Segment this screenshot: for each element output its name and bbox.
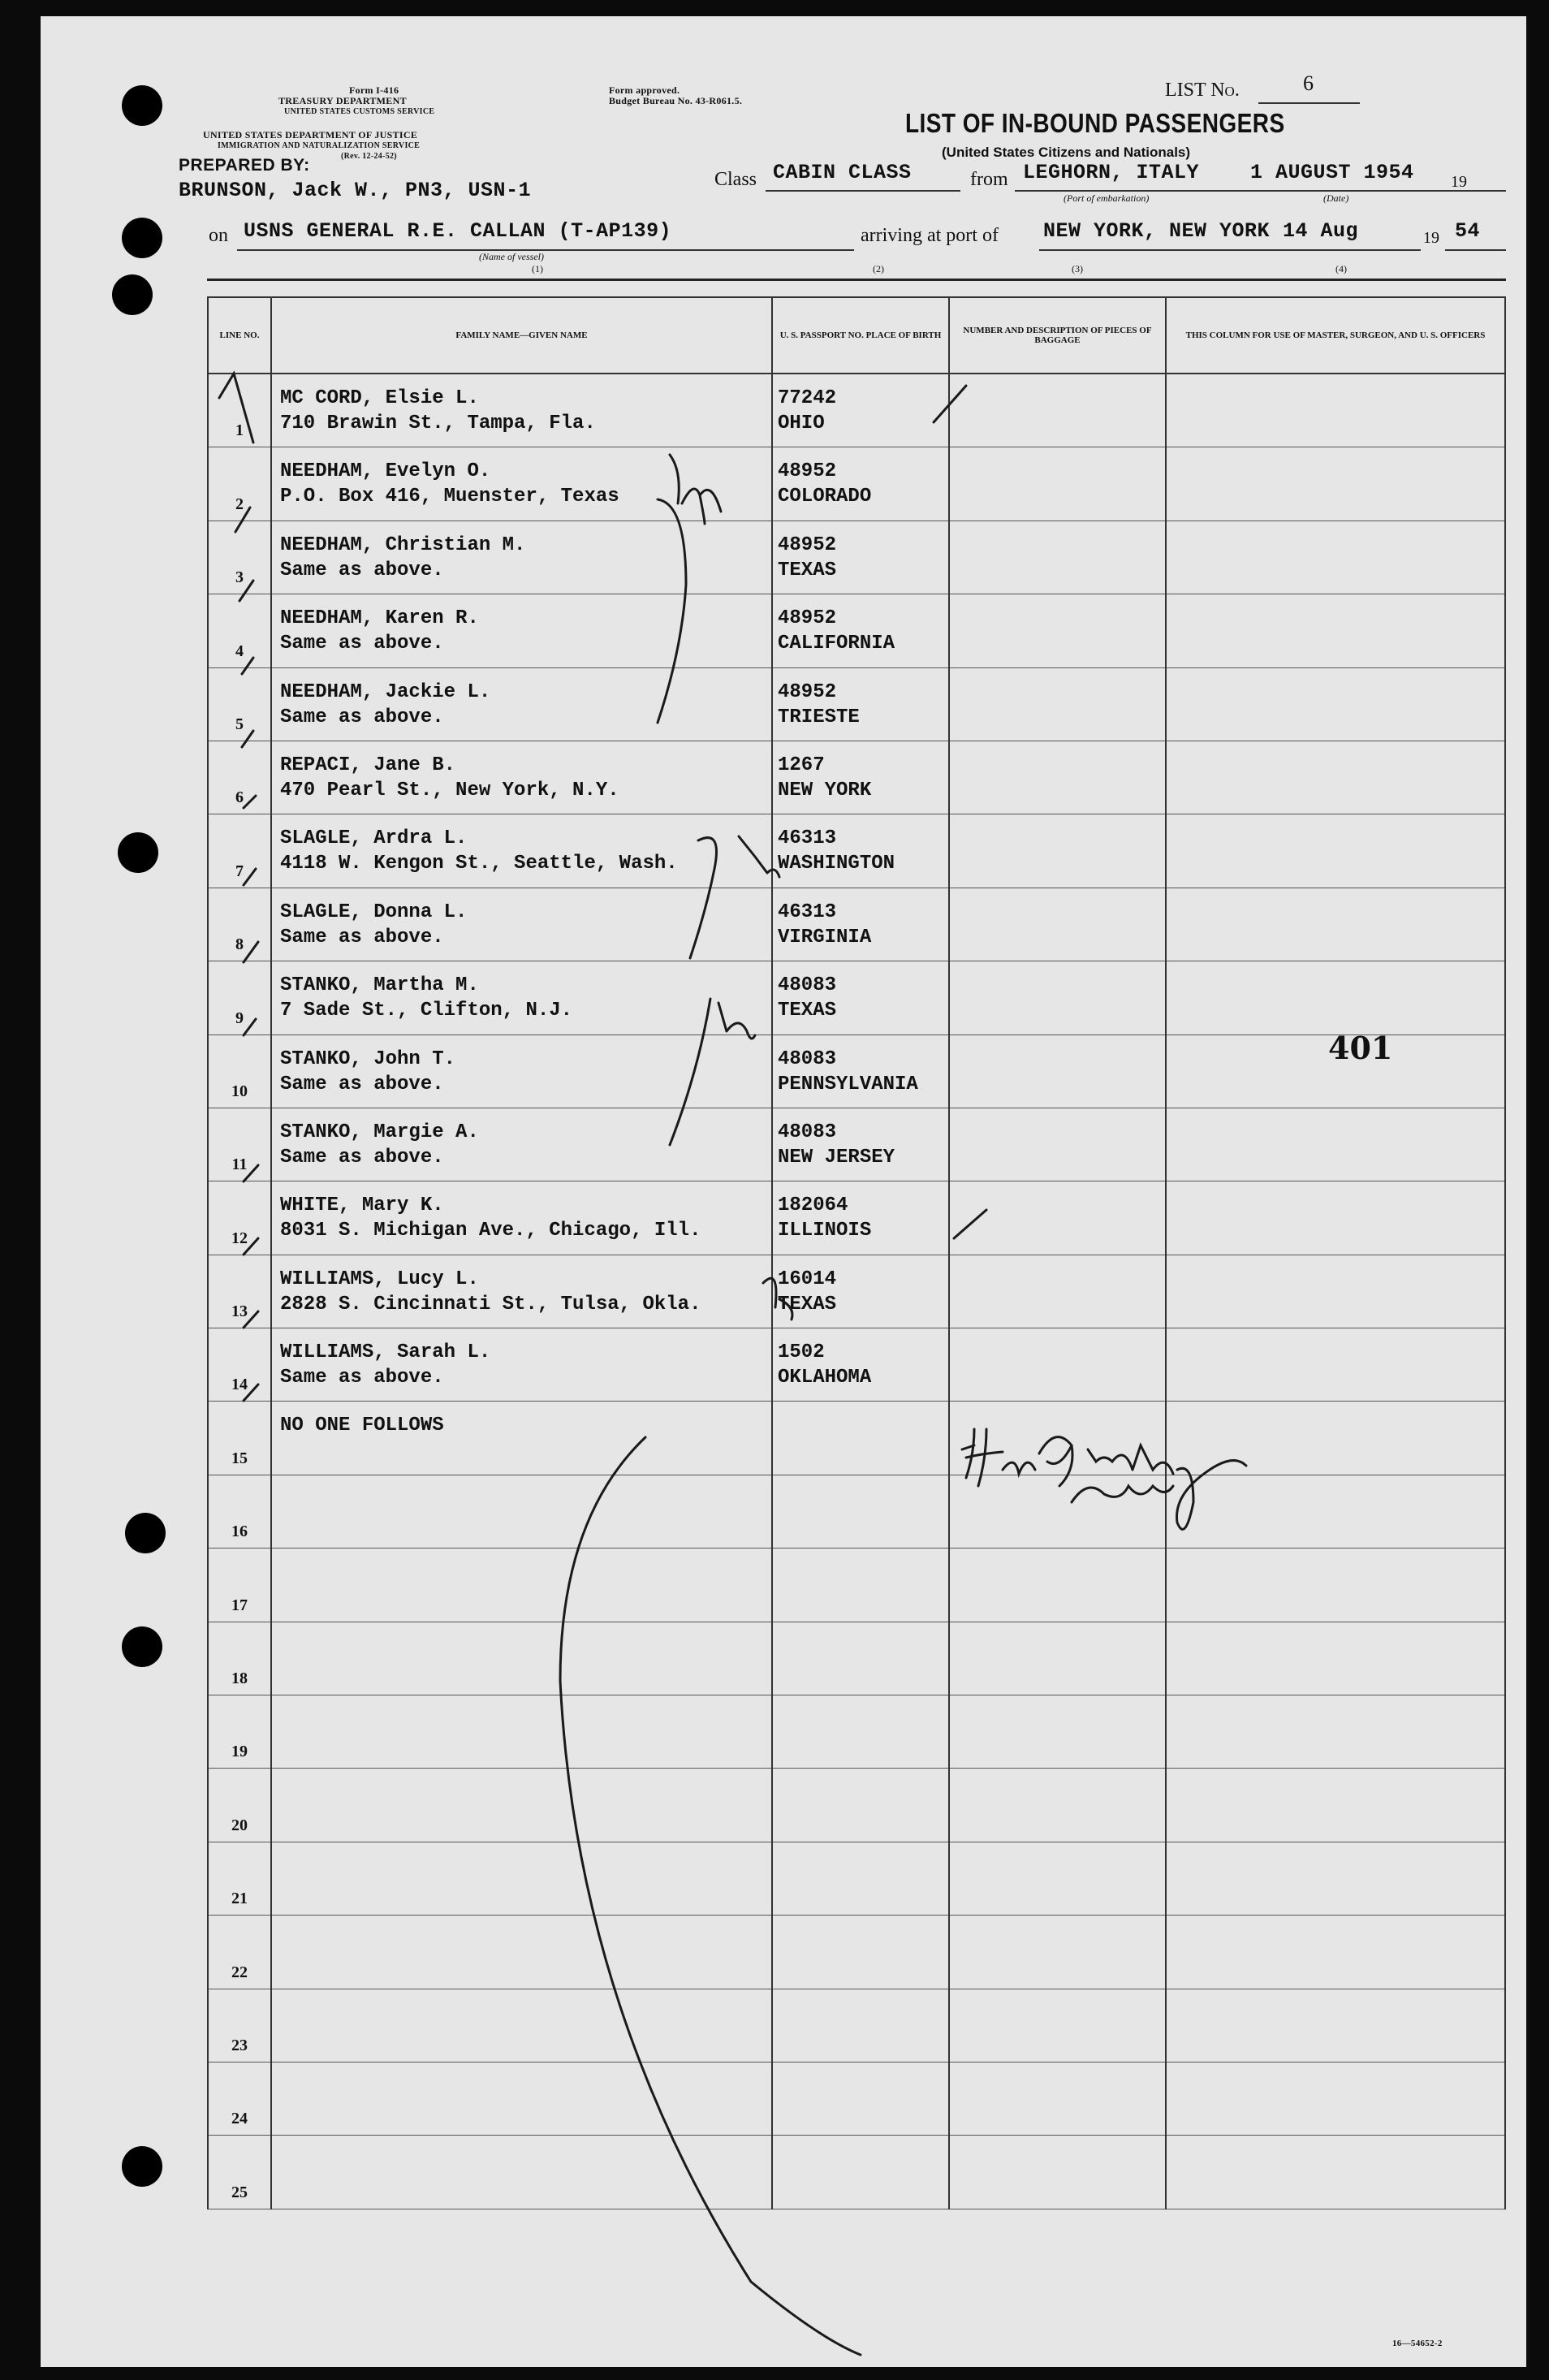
port-of-embarkation: LEGHORN, ITALY xyxy=(1023,161,1200,184)
passenger-name: NO ONE FOLLOWS xyxy=(280,1415,444,1437)
passenger-name: NEEDHAM, Evelyn O. xyxy=(280,460,491,483)
place-of-birth: CALIFORNIA xyxy=(778,633,895,655)
passport-number: 48952 xyxy=(778,680,837,703)
col-name: FAMILY NAME—GIVEN NAME xyxy=(271,297,772,374)
vessel-caption: (Name of vessel) xyxy=(479,251,544,262)
year-prefix: 19 xyxy=(1423,229,1439,247)
passport-number: 16014 xyxy=(778,1268,837,1290)
line-number: 15 xyxy=(208,1402,271,1475)
place-of-birth: TEXAS xyxy=(778,1293,837,1315)
passenger-name: WILLIAMS, Sarah L. xyxy=(280,1341,491,1364)
manifest-page xyxy=(41,16,1526,2367)
vessel-name: USNS GENERAL R.E. CALLAN (T-AP139) xyxy=(244,219,672,243)
arriving-label: arriving at port of xyxy=(861,225,999,246)
passenger-address: P.O. Box 416, Muenster, Texas xyxy=(280,486,619,508)
passenger-address: 470 Pearl St., New York, N.Y. xyxy=(280,779,619,801)
passenger-address: 710 Brawin St., Tampa, Fla. xyxy=(280,413,596,434)
col-num-2: (2) xyxy=(873,263,884,274)
passport-number: 1502 xyxy=(778,1341,825,1364)
arrival-date: 14 Aug xyxy=(1283,219,1359,243)
passenger-name: STANKO, John T. xyxy=(280,1047,456,1070)
col-officers: THIS COLUMN FOR USE OF MASTER, SURGEON, AND U. S. OFFICERS xyxy=(1166,297,1505,374)
prepared-by: BRUNSON, Jack W., PN3, USN-1 xyxy=(179,179,532,202)
passenger-address: Same as above. xyxy=(280,1146,444,1168)
line-number: 17 xyxy=(208,1549,271,1622)
place-of-birth: TEXAS xyxy=(778,559,837,581)
line-number: 2 xyxy=(208,447,271,520)
line-number: 13 xyxy=(208,1255,271,1328)
prepared-by-label: PREPARED BY: xyxy=(179,156,310,175)
form-approved: Form approved. xyxy=(609,84,680,96)
line-number: 7 xyxy=(208,814,271,888)
date-caption: (Date) xyxy=(1323,192,1349,204)
passenger-name: REPACI, Jane B. xyxy=(280,754,456,776)
place-of-birth: TRIESTE xyxy=(778,706,860,728)
passenger-name: MC CORD, Elsie L. xyxy=(280,387,479,409)
line-number: 3 xyxy=(208,520,271,594)
line-number: 18 xyxy=(208,1622,271,1695)
place-of-birth: NEW YORK xyxy=(778,779,872,801)
passenger-address: 8031 S. Michigan Ave., Chicago, Ill. xyxy=(280,1220,701,1242)
place-of-birth: WASHINGTON xyxy=(778,853,895,875)
passport-number: 182064 xyxy=(778,1194,848,1217)
port-caption: (Port of embarkation) xyxy=(1064,192,1150,204)
budget-bureau: Budget Bureau No. 43-R061.5. xyxy=(609,95,743,106)
page-subtitle: (United States Citizens and Nationals) xyxy=(942,145,1191,160)
place-of-birth: ILLINOIS xyxy=(778,1220,872,1242)
revision: (Rev. 12-24-52) xyxy=(341,152,397,161)
passport-number: 48083 xyxy=(778,974,837,997)
col-line-no: LINE NO. xyxy=(208,297,271,374)
passenger-name: SLAGLE, Donna L. xyxy=(280,901,468,923)
col-num-3: (3) xyxy=(1072,263,1083,274)
passenger-name: NEEDHAM, Christian M. xyxy=(280,533,526,556)
footer-code: 16—54652-2 xyxy=(1392,2339,1443,2348)
class-label: Class xyxy=(714,169,757,190)
passenger-address: 2828 S. Cincinnati St., Tulsa, Okla. xyxy=(280,1293,701,1315)
department-of-justice: UNITED STATES DEPARTMENT OF JUSTICE xyxy=(203,129,418,140)
line-number: 24 xyxy=(208,2062,271,2135)
place-of-birth: NEW JERSEY xyxy=(778,1146,895,1168)
passenger-name: WHITE, Mary K. xyxy=(280,1194,444,1217)
col-num-1: (1) xyxy=(532,263,543,274)
line-number: 21 xyxy=(208,1842,271,1915)
place-of-birth: TEXAS xyxy=(778,1000,837,1022)
place-of-birth: OHIO xyxy=(778,413,825,434)
place-of-birth: COLORADO xyxy=(778,486,872,508)
passenger-address: Same as above. xyxy=(280,1073,444,1095)
embarkation-date: 1 AUGUST 1954 xyxy=(1250,161,1414,184)
check-mark xyxy=(219,374,253,443)
passenger-name: NEEDHAM, Karen R. xyxy=(280,607,479,630)
stamp-number: 401 xyxy=(1328,1030,1393,1066)
line-number: 8 xyxy=(208,888,271,961)
handwritten-marks xyxy=(41,16,1526,2367)
line-number: 5 xyxy=(208,667,271,741)
customs-service: UNITED STATES CUSTOMS SERVICE xyxy=(284,107,435,116)
passenger-name: SLAGLE, Ardra L. xyxy=(280,827,468,850)
line-number: 19 xyxy=(208,1695,271,1769)
line-number: 16 xyxy=(208,1475,271,1548)
arrival-year: 54 xyxy=(1455,219,1481,243)
passport-number: 46313 xyxy=(778,901,837,923)
col-num-4: (4) xyxy=(1335,263,1347,274)
passenger-address: 7 Sade St., Clifton, N.J. xyxy=(280,1000,573,1022)
arrival-port: NEW YORK, NEW YORK xyxy=(1043,219,1271,243)
col-baggage: NUMBER AND DESCRIPTION OF PIECES OF BAGGAGE xyxy=(949,297,1166,374)
passport-number: 1267 xyxy=(778,754,825,776)
list-no: 6 xyxy=(1303,71,1314,95)
place-of-birth: OKLAHOMA xyxy=(778,1367,872,1389)
passenger-address: 4118 W. Kengon St., Seattle, Wash. xyxy=(280,853,678,875)
passenger-name: WILLIAMS, Lucy L. xyxy=(280,1268,479,1290)
class-value: CABIN CLASS xyxy=(773,161,912,184)
line-number: 11 xyxy=(208,1108,271,1181)
passport-number: 48083 xyxy=(778,1047,837,1070)
line-number: 12 xyxy=(208,1181,271,1255)
passport-number: 48952 xyxy=(778,607,837,630)
passenger-name: STANKO, Margie A. xyxy=(280,1121,479,1143)
line-number: 22 xyxy=(208,1916,271,1989)
treasury-department: TREASURY DEPARTMENT xyxy=(278,95,407,106)
passenger-address: Same as above. xyxy=(280,633,444,655)
form-number: Form I-416 xyxy=(349,84,399,96)
from-label: from xyxy=(970,169,1008,190)
line-number: 4 xyxy=(208,594,271,667)
passenger-address: Same as above. xyxy=(280,559,444,581)
passenger-address: Same as above. xyxy=(280,706,444,728)
passport-number: 48952 xyxy=(778,533,837,556)
list-no-label: LIST No. xyxy=(1165,80,1240,101)
passport-number: 48952 xyxy=(778,460,837,483)
ins: IMMIGRATION AND NATURALIZATION SERVICE xyxy=(218,141,421,150)
date-suffix: 19 xyxy=(1451,173,1467,191)
passenger-address: Same as above. xyxy=(280,926,444,948)
passport-number: 77242 xyxy=(778,387,837,409)
line-number: 6 xyxy=(208,741,271,814)
page-title: LIST OF IN-BOUND PASSENGERS xyxy=(905,108,1285,138)
line-number: 20 xyxy=(208,1769,271,1842)
line-number: 1 xyxy=(208,374,271,447)
line-number: 10 xyxy=(208,1035,271,1108)
line-number: 14 xyxy=(208,1328,271,1402)
passport-number: 48083 xyxy=(778,1121,837,1143)
line-number: 23 xyxy=(208,1989,271,2062)
place-of-birth: VIRGINIA xyxy=(778,926,872,948)
passenger-address: Same as above. xyxy=(280,1367,444,1389)
line-number: 9 xyxy=(208,961,271,1035)
passenger-name: NEEDHAM, Jackie L. xyxy=(280,680,491,703)
line-number: 25 xyxy=(208,2136,271,2209)
passenger-name: STANKO, Martha M. xyxy=(280,974,479,997)
place-of-birth: PENNSYLVANIA xyxy=(778,1073,918,1095)
on-label: on xyxy=(209,225,228,246)
col-passport: U. S. PASSPORT NO. PLACE OF BIRTH xyxy=(772,297,949,374)
passport-number: 46313 xyxy=(778,827,837,850)
